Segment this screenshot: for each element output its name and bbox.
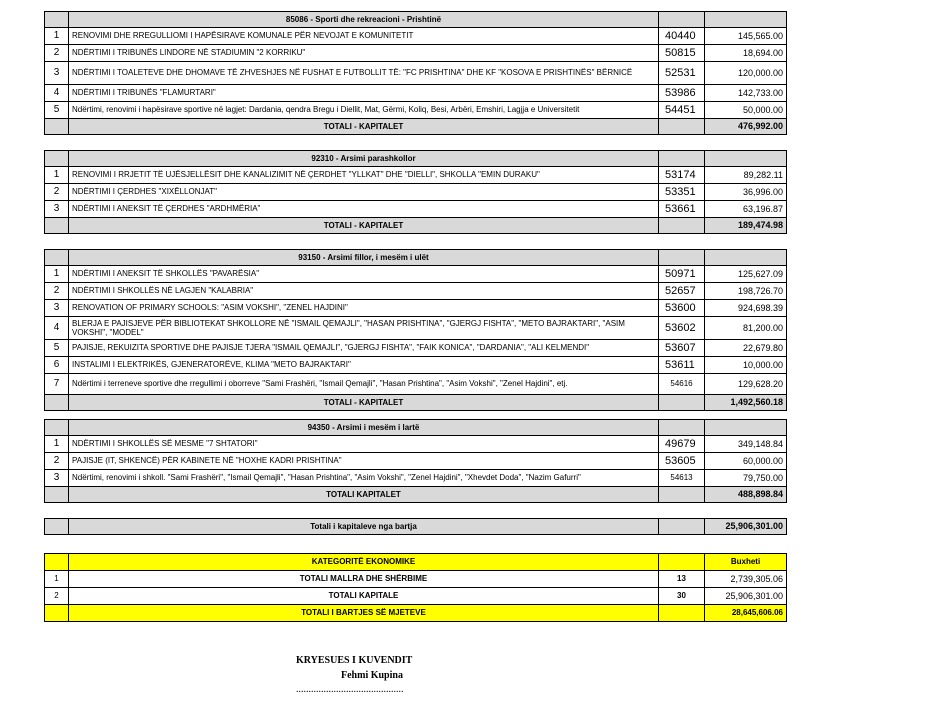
total-label: TOTALI - KAPITALET [69, 119, 659, 135]
row-number: 2 [45, 184, 69, 201]
table-row [45, 201, 787, 218]
gutter-cell [45, 250, 69, 266]
row-number: 3 [45, 201, 69, 218]
row-description: NDËRTIMI I TRIBUNËS LINDORE NË STADIUMIN "2 KORRIKU" [69, 45, 659, 62]
row-number: 4 [45, 317, 69, 340]
row-number: 3 [45, 470, 69, 487]
total-amount: 476,992.00 [705, 119, 787, 135]
row-code: 53986 [659, 85, 705, 102]
table-row [45, 470, 787, 487]
row-amount: 22,679.80 [705, 340, 787, 357]
table-row [45, 85, 787, 102]
gutter-cell [45, 605, 69, 622]
table-row [45, 102, 787, 119]
row-number: 1 [45, 571, 69, 588]
row-description: INSTALIMI I ELEKTRIKËS, GJENERATORËVE, KLIMA "METO BAJRAKTARI" [69, 357, 659, 374]
gutter-cell [45, 119, 69, 135]
row-description: RENOVATION OF PRIMARY SCHOOLS: "ASIM VOKSHI", "ZENEL HAJDINI" [69, 300, 659, 317]
total-amount: 488,898.84 [705, 487, 787, 503]
grand-total-label: Totali i kapitaleve nga bartja [69, 519, 659, 535]
economic-total-row [45, 605, 787, 622]
economic-total-label: TOTALI I BARTJES SË MJETEVE [69, 605, 659, 622]
total-code-cell [659, 218, 705, 234]
total-code-cell [659, 119, 705, 135]
row-number: 5 [45, 102, 69, 119]
row-code: 53351 [659, 184, 705, 201]
table-row [45, 588, 787, 605]
total-row [45, 487, 787, 503]
row-amount: 198,726.70 [705, 283, 787, 300]
row-number: 1 [45, 266, 69, 283]
table-row [45, 453, 787, 470]
section-title: 93150 - Arsimi fillor, i mesëm i ulët [69, 250, 659, 266]
row-number: 1 [45, 167, 69, 184]
row-amount: 145,565.00 [705, 28, 787, 45]
row-code: 40440 [659, 28, 705, 45]
row-description: Ndërtimi i terreneve sportive dhe rregullimi i oborreve "Sami Frashëri, "Ismail Qemajli", "Hasan Prishtina", "Asim Vokshi", "Zenel Hajdini", etj. [69, 374, 659, 395]
economic-header-value: Buxheti [705, 554, 787, 571]
section-title: 94350 - Arsimi i mesëm i lartë [69, 420, 659, 436]
row-number: 3 [45, 62, 69, 85]
row-amount: 142,733.00 [705, 85, 787, 102]
row-description: BLERJA E PAJISJEVE PËR BIBLIOTEKAT SHKOLLORE NË "ISMAIL QEMAJLI", "HASAN PRISHTINA", "GJERGJ FISHTA", "METO BAJRAKTARI", "ASIM VOKSHI", "MODEL" [69, 317, 659, 340]
row-code: 53174 [659, 167, 705, 184]
gutter-cell [45, 218, 69, 234]
row-description: NDËRTIMI I TRIBUNËS "FLAMURTARI" [69, 85, 659, 102]
total-label: TOTALI - KAPITALET [69, 395, 659, 411]
row-description: NDËRTIMI I ANEKSIT TË SHKOLLËS "PAVARËSIA" [69, 266, 659, 283]
row-code: 54616 [659, 374, 705, 395]
header-code-cell [659, 250, 705, 266]
row-code: 50971 [659, 266, 705, 283]
economic-header-row [45, 554, 787, 571]
row-description: NDËRTIMI I SHKOLLËS NË LAGJEN "KALABRIA" [69, 283, 659, 300]
economic-total-code-cell [659, 605, 705, 622]
row-number: 2 [45, 45, 69, 62]
table-row [45, 167, 787, 184]
header-code-cell [659, 12, 705, 28]
economic-header-label: KATEGORITË EKONOMIKE [69, 554, 659, 571]
total-row [45, 395, 787, 411]
section-preschool-table [44, 150, 787, 234]
row-code: 53661 [659, 201, 705, 218]
row-code: 54613 [659, 470, 705, 487]
table-row [45, 374, 787, 395]
signature-role: KRYESUES I KUVENDIT [296, 655, 413, 666]
economic-row-label: TOTALI KAPITALE [69, 588, 659, 605]
row-code: 53607 [659, 340, 705, 357]
total-row [45, 119, 787, 135]
table-row [45, 436, 787, 453]
row-amount: 89,282.11 [705, 167, 787, 184]
row-number: 2 [45, 453, 69, 470]
row-description: RENOVIMI I RRJETIT TË UJËSJELLËSIT DHE KANALIZIMIT NË ÇERDHET "YLLKAT" DHE "DIELLI", SHKOLLA "EMIN DURAKU" [69, 167, 659, 184]
row-number: 2 [45, 283, 69, 300]
row-amount: 10,000.00 [705, 357, 787, 374]
row-number: 4 [45, 85, 69, 102]
gutter-cell [45, 151, 69, 167]
row-amount: 63,196.87 [705, 201, 787, 218]
economic-categories-table [44, 553, 787, 622]
row-description: NDËRTIMI I TOALETEVE DHE DHOMAVE TË ZHVESHJES NË FUSHAT E FUTBOLLIT TË: "FC PRISHTINA" DHE KF "KOSOVA E PRISHTINËS" BËRNICË [69, 62, 659, 85]
gutter-cell [45, 12, 69, 28]
total-code-cell [659, 395, 705, 411]
signature-name: Fehmi Kupina [341, 670, 403, 681]
grand-total-amount: 25,906,301.00 [705, 519, 787, 535]
gutter-cell [45, 554, 69, 571]
total-code-cell [659, 487, 705, 503]
header-amount-cell [705, 151, 787, 167]
total-label: TOTALI KAPITALET [69, 487, 659, 503]
grand-total-table [44, 518, 787, 535]
row-code: 53605 [659, 453, 705, 470]
table-row [45, 300, 787, 317]
table-row [45, 45, 787, 62]
row-description: NDËRTIMI I ANEKSIT TË ÇERDHES "ARDHMËRIA" [69, 201, 659, 218]
row-amount: 81,200.00 [705, 317, 787, 340]
row-code: 50815 [659, 45, 705, 62]
row-code: 53602 [659, 317, 705, 340]
table-row [45, 571, 787, 588]
row-description: NDËRTIMI I ÇERDHES "XIXËLLONJAT" [69, 184, 659, 201]
gutter-cell [45, 519, 69, 535]
row-amount: 924,698.39 [705, 300, 787, 317]
row-description: PAJISJE (IT, SHKENCË) PËR KABINETE NË "HOXHE KADRI PRISHTINA" [69, 453, 659, 470]
table-row [45, 62, 787, 85]
economic-row-value: 2,739,305.06 [705, 571, 787, 588]
row-amount: 129,628.20 [705, 374, 787, 395]
row-number: 1 [45, 28, 69, 45]
row-number: 5 [45, 340, 69, 357]
row-code: 49679 [659, 436, 705, 453]
total-amount: 1,492,560.18 [705, 395, 787, 411]
row-amount: 79,750.00 [705, 470, 787, 487]
header-amount-cell [705, 420, 787, 436]
row-description: Ndërtimi, renovimi i hapësirave sportive në lagjet: Dardania, qendra Bregu i Diellit, Mat, Gërmi, Koliq, Besi, Arbëri, Emshiri, Lagjja e Universitetit [69, 102, 659, 119]
row-number: 6 [45, 357, 69, 374]
row-amount: 60,000.00 [705, 453, 787, 470]
section-title: 92310 - Arsimi parashkollor [69, 151, 659, 167]
row-code: 53600 [659, 300, 705, 317]
economic-row-value: 25,906,301.00 [705, 588, 787, 605]
gutter-cell [45, 487, 69, 503]
table-row [45, 184, 787, 201]
total-row [45, 218, 787, 234]
section-secondary-table [44, 419, 787, 503]
row-description: NDËRTIMI I SHKOLLËS SË MESME "7 SHTATORI" [69, 436, 659, 453]
section-primary-table [44, 249, 787, 411]
row-description: PAJISJE, REKUIZITA SPORTIVE DHE PAJISJE TJERA "ISMAIL QEMAJLI", "GJERGJ FISHTA", "FAIK KONICA", "DARDANIA", "ALI KELMENDI" [69, 340, 659, 357]
table-row [45, 266, 787, 283]
row-amount: 36,996.00 [705, 184, 787, 201]
row-code: 52657 [659, 283, 705, 300]
header-amount-cell [705, 250, 787, 266]
row-code: 54451 [659, 102, 705, 119]
row-description: Ndërtimi, renovimi i shkoll. "Sami Frashëri", "Ismail Qemajli", "Hasan Prishtina", "Asim Vokshi", "Zenel Hajdini", "Xhevdet Doda", "Nazim Gafurri" [69, 470, 659, 487]
row-amount: 125,627.09 [705, 266, 787, 283]
table-row [45, 317, 787, 340]
gutter-cell [45, 420, 69, 436]
section-title: 85086 - Sporti dhe rekreacioni - Prishtinë [69, 12, 659, 28]
economic-row-code: 30 [659, 588, 705, 605]
table-row [45, 357, 787, 374]
table-row [45, 283, 787, 300]
total-label: TOTALI - KAPITALET [69, 218, 659, 234]
row-number: 1 [45, 436, 69, 453]
row-number: 2 [45, 588, 69, 605]
row-code: 53611 [659, 357, 705, 374]
header-amount-cell [705, 12, 787, 28]
table-row [45, 28, 787, 45]
row-amount: 18,694.00 [705, 45, 787, 62]
row-number: 7 [45, 374, 69, 395]
economic-row-label: TOTALI MALLRA DHE SHËRBIME [69, 571, 659, 588]
section-sport-table [44, 11, 787, 135]
row-amount: 50,000.00 [705, 102, 787, 119]
economic-header-code-cell [659, 554, 705, 571]
row-number: 3 [45, 300, 69, 317]
header-code-cell [659, 420, 705, 436]
header-code-cell [659, 151, 705, 167]
economic-row-code: 13 [659, 571, 705, 588]
signature-line: ........................................... [296, 684, 404, 695]
row-amount: 349,148.84 [705, 436, 787, 453]
total-amount: 189,474.98 [705, 218, 787, 234]
gutter-cell [45, 395, 69, 411]
row-description: RENOVIMI DHE RREGULLIOMI I HAPËSIRAVE KOMUNALE PËR NEVOJAT E KOMUNITETIT [69, 28, 659, 45]
row-amount: 120,000.00 [705, 62, 787, 85]
row-code: 52531 [659, 62, 705, 85]
table-row [45, 340, 787, 357]
grand-total-code-cell [659, 519, 705, 535]
economic-total-value: 28,645,606.06 [705, 605, 787, 622]
